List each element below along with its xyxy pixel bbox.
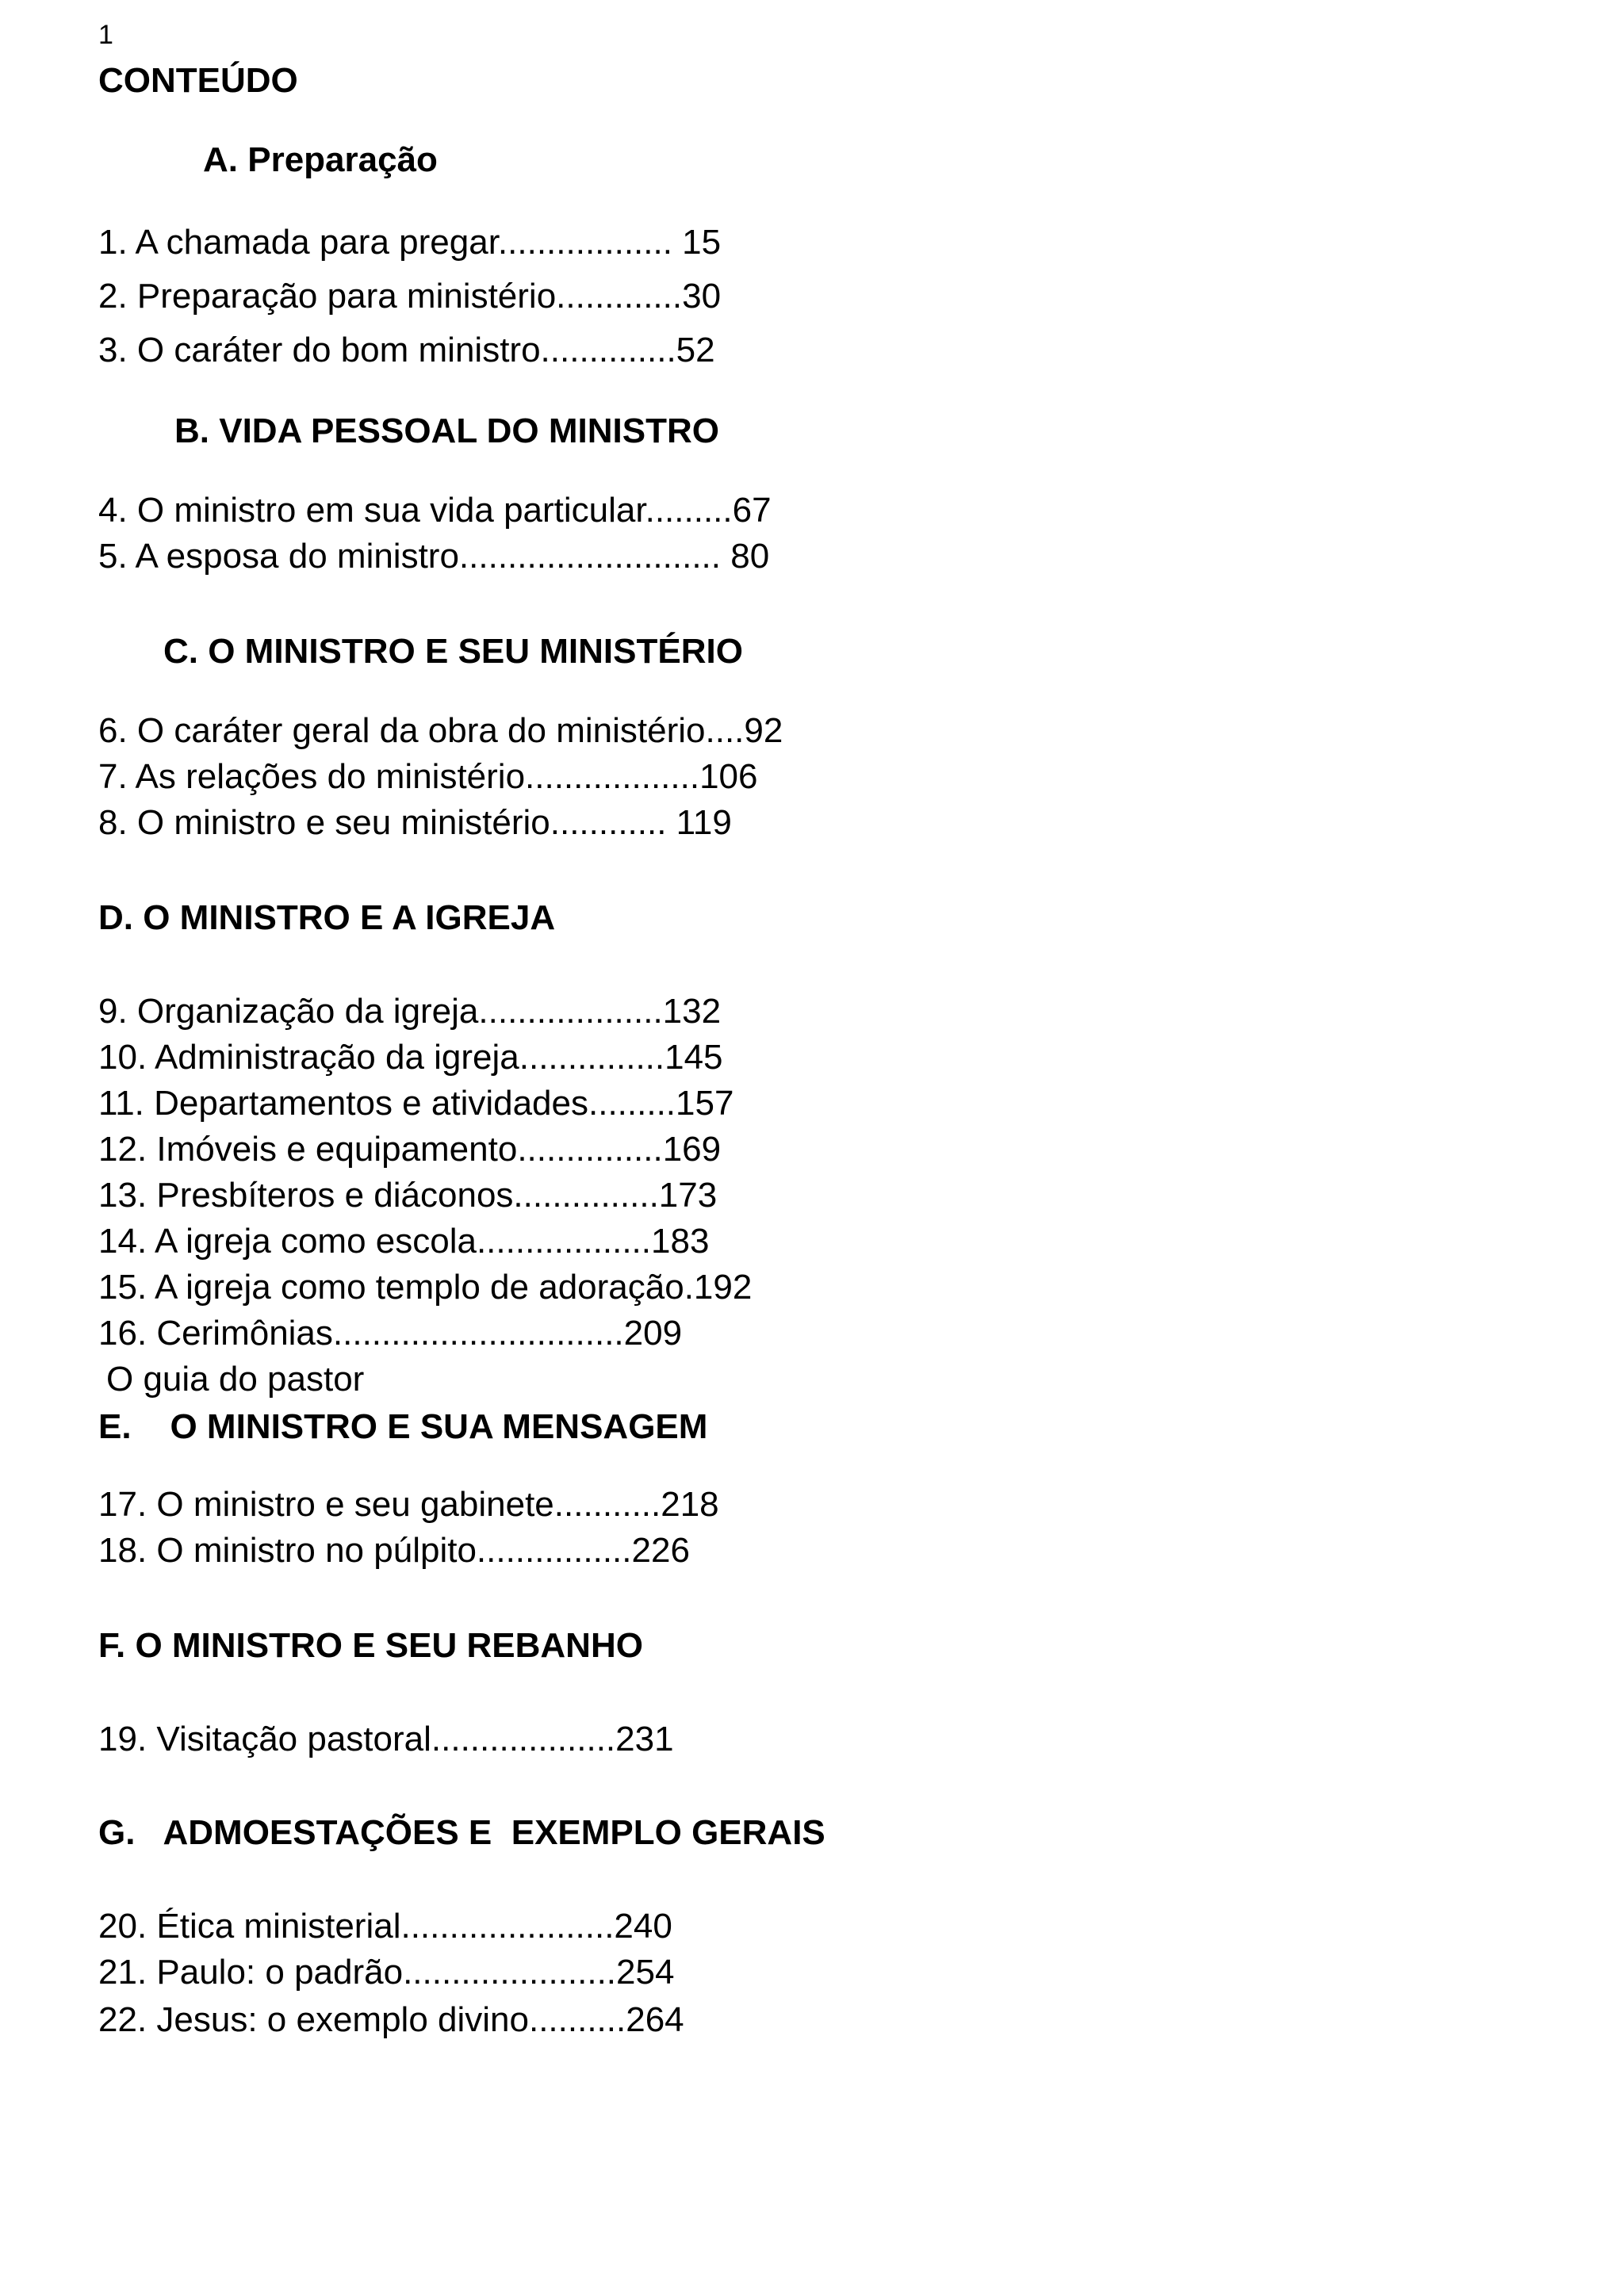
toc-entry: 11. Departamentos e atividades.........157	[98, 1084, 734, 1123]
toc-entry: 7. As relações do ministério..................106	[98, 757, 758, 796]
toc-entry: O guia do pastor	[106, 1360, 365, 1399]
toc-entry: 1. A chamada para pregar.................. 15	[98, 223, 722, 262]
toc-entry: 2. Preparação para ministério.............30	[98, 277, 722, 316]
toc-entry: 21. Paulo: o padrão......................254	[98, 1953, 675, 1992]
toc-entry: 14. A igreja como escola..................183	[98, 1222, 710, 1261]
toc-entry: 3. O caráter do bom ministro..............52	[98, 331, 715, 369]
toc-entry: 19. Visitação pastoral...................231	[98, 1720, 674, 1758]
toc-entry: 8. O ministro e seu ministério............ 119	[98, 803, 732, 842]
toc-entry: 17. O ministro e seu gabinete...........218	[98, 1485, 719, 1524]
toc-entry: 6. O caráter geral da obra do ministério....92	[98, 711, 783, 750]
section-heading-b: B. VIDA PESSOAL DO MINISTRO	[174, 411, 719, 450]
toc-entry: 12. Imóveis e equipamento...............169	[98, 1130, 722, 1169]
toc-entry: 13. Presbíteros e diáconos...............173	[98, 1176, 718, 1215]
toc-entry: 5. A esposa do ministro........................... 80	[98, 537, 770, 576]
toc-entry: 22. Jesus: o exemplo divino..........264	[98, 2000, 684, 2039]
section-heading-g: G. ADMOESTAÇÕES E EXEMPLO GERAIS	[98, 1813, 825, 1852]
toc-entry: 10. Administração da igreja...............145	[98, 1038, 723, 1077]
section-heading-a: A. Preparação	[203, 140, 438, 179]
toc-entry: 4. O ministro em sua vida particular.........67	[98, 491, 772, 530]
section-heading-c: C. O MINISTRO E SEU MINISTÉRIO	[163, 632, 743, 671]
section-heading-e: E. O MINISTRO E SUA MENSAGEM	[98, 1407, 708, 1446]
toc-entry: 18. O ministro no púlpito................226	[98, 1531, 690, 1570]
toc-entry: 15. A igreja como templo de adoração.192	[98, 1268, 753, 1307]
toc-entry: 16. Cerimônias..............................209	[98, 1314, 683, 1353]
section-heading-f: F. O MINISTRO E SEU REBANHO	[98, 1626, 643, 1665]
toc-entry: 9. Organização da igreja...................132	[98, 992, 722, 1031]
page-number: 1	[98, 20, 113, 50]
toc-entry: 20. Ética ministerial......................240	[98, 1907, 672, 1946]
section-heading-d: D. O MINISTRO E A IGREJA	[98, 898, 556, 937]
page-title: CONTEÚDO	[98, 61, 298, 100]
